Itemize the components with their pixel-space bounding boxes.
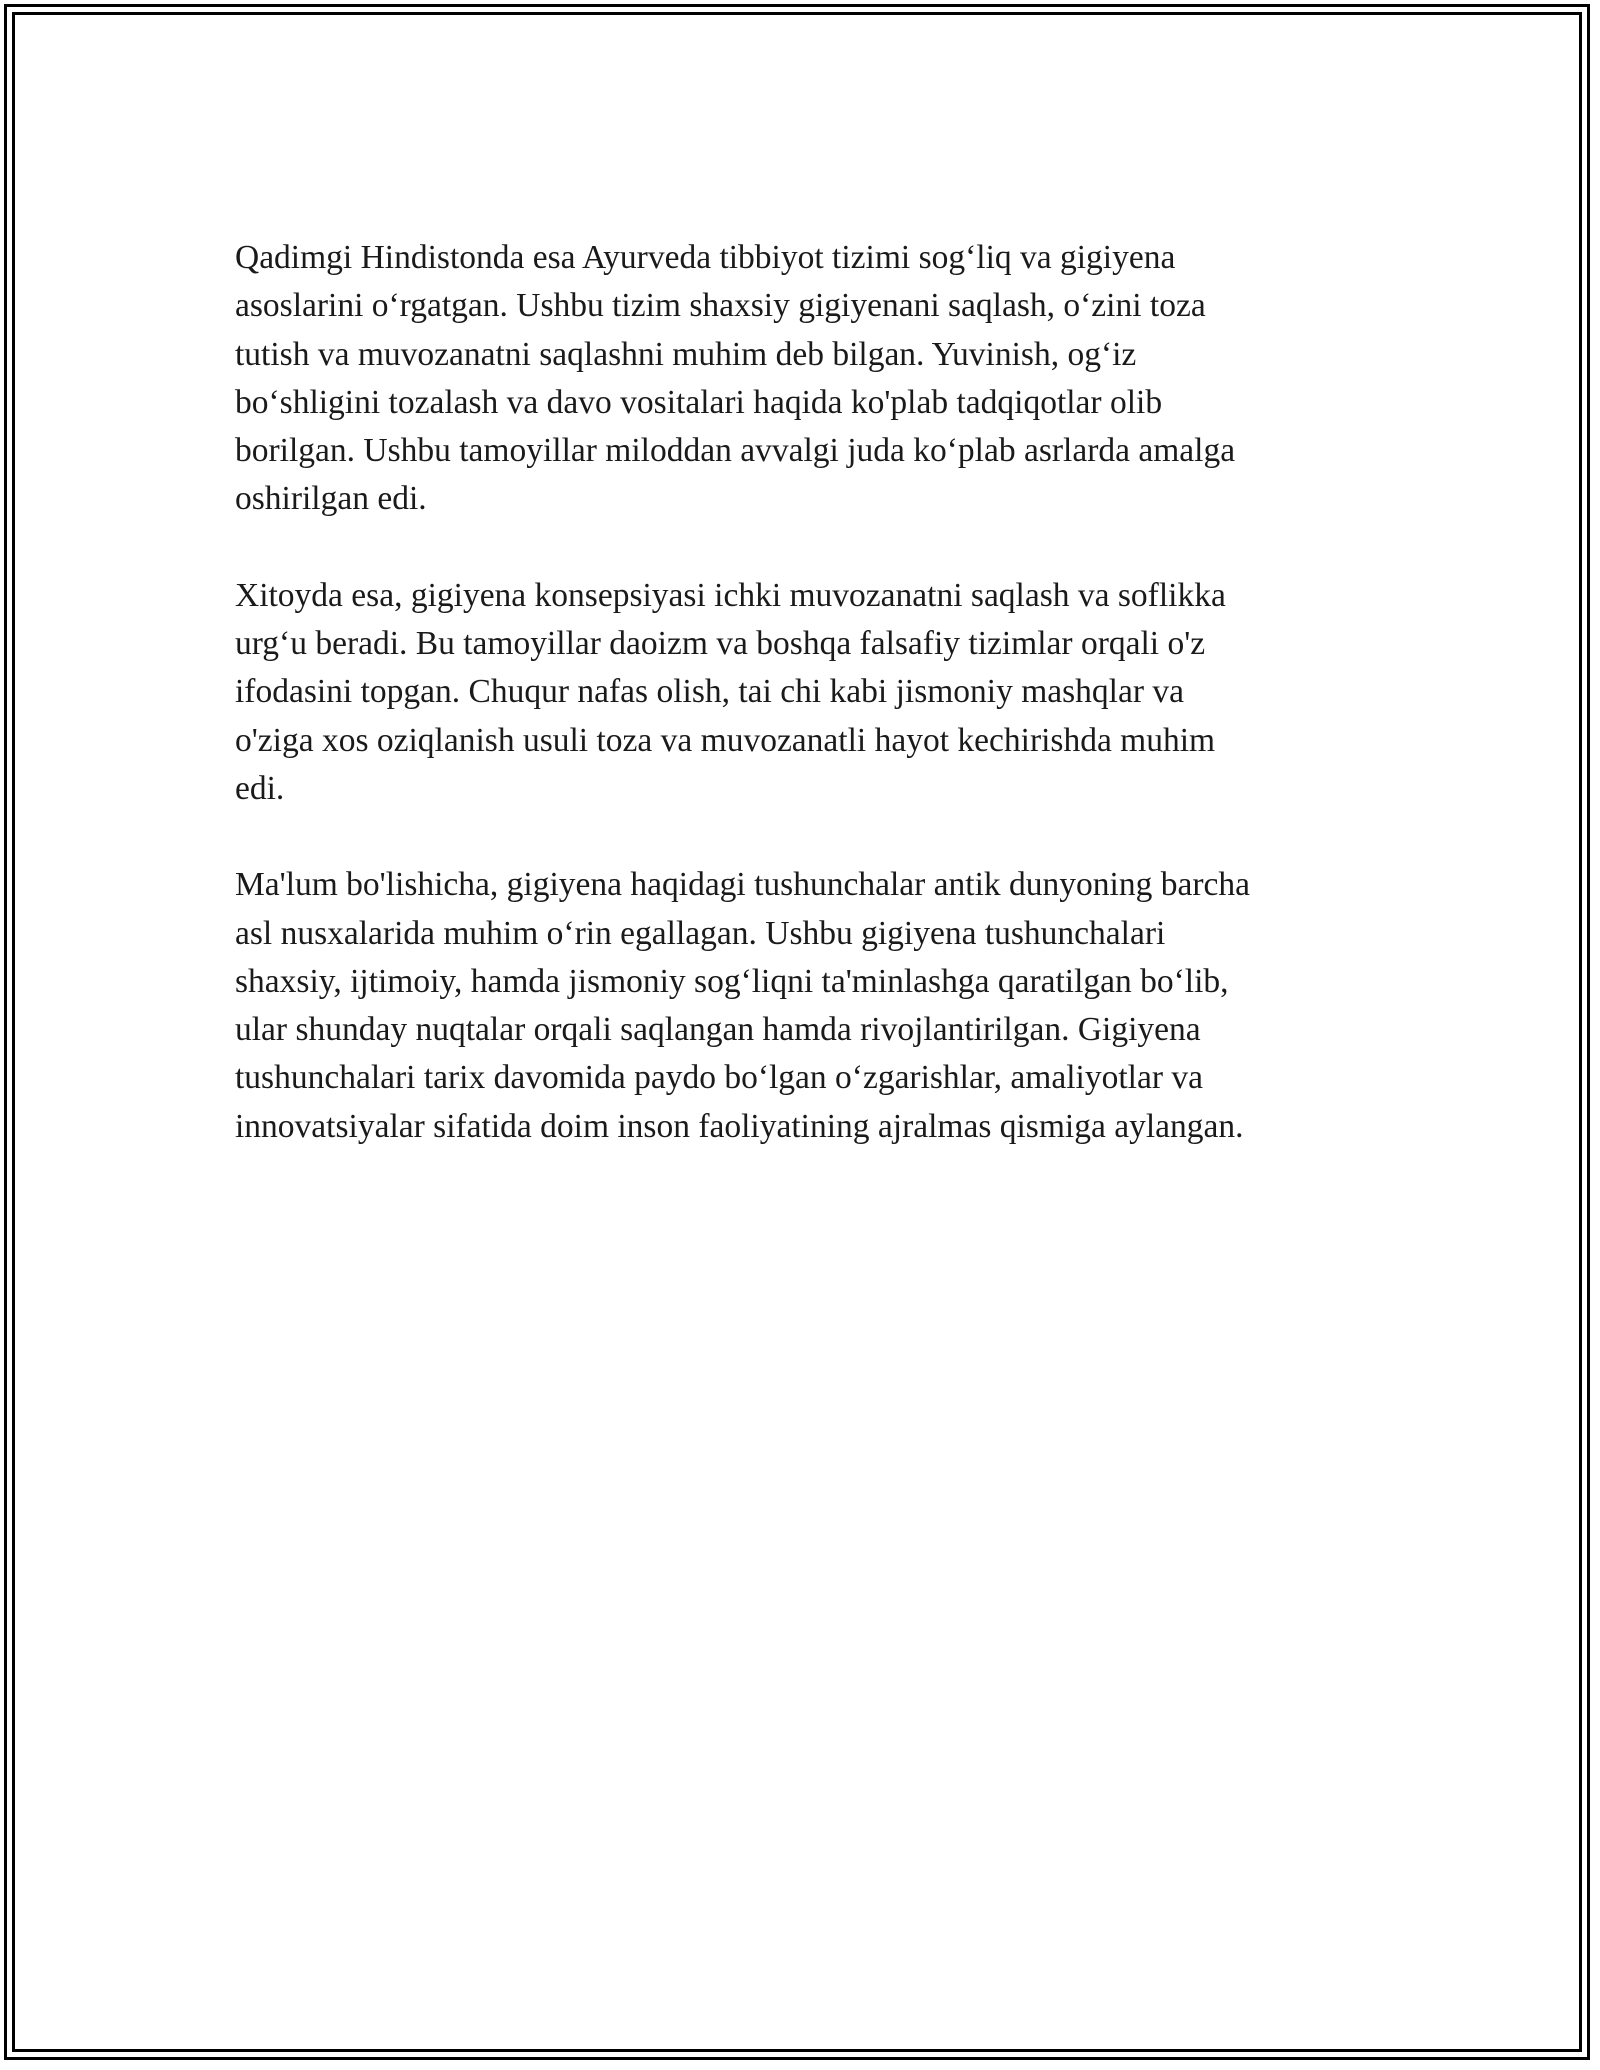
- paragraph-conclusion: Ma'lum bo'lishicha, gigiyena haqidagi tushunchalar antik dunyoning barcha asl nusxalarida muhim o‘rin egallagan. Ushbu gigiyena tushunchalari shaxsiy, ijtimoiy, hamda jismoniy sog‘liqni ta'minlashga qaratilgan bo‘lib, ular shunday nuqtalar orqali saqlangan hamda rivojlantirilgan. Gigiyena tushunchalari tarix davomida paydo bo‘lgan o‘zgarishlar, amaliyotlar va innovatsiyalar sifatida doim inson faoliyatining ajralmas qismiga aylangan.: [235, 866, 1250, 1145]
- paragraph-ayurveda: Qadimgi Hindistonda esa Ayurveda tibbiyot tizimi sog‘liq va gigiyena asoslarini o‘rgatgan. Ushbu tizim shaxsiy gigiyenani saqlash, o‘zini toza tutish va muvozanatni saqlashni muhim deb bilgan. Yuvinish, og‘iz bo‘shligini tozalash va davo vositalari haqida ko'plab tadqiqotlar olib borilgan. Ushbu tamoyillar miloddan avvalgi juda ko‘plab asrlarda amalga oshirilgan edi.: [235, 239, 1236, 518]
- paragraph-china: Xitoyda esa, gigiyena konsepsiyasi ichki muvozanatni saqlash va soflikka urg‘u beradi. Bu tamoyillar daoizm va boshqa falsafiy tizimlar orqali o'z ifodasini topgan. Chuqur nafas olish, tai chi kabi jismoniy mashqlar va o'ziga xos oziqlanish usuli toza va muvozanatli hayot kechirishda muhim edi.: [235, 576, 1226, 807]
- document-body: [235, 234, 1365, 1199]
